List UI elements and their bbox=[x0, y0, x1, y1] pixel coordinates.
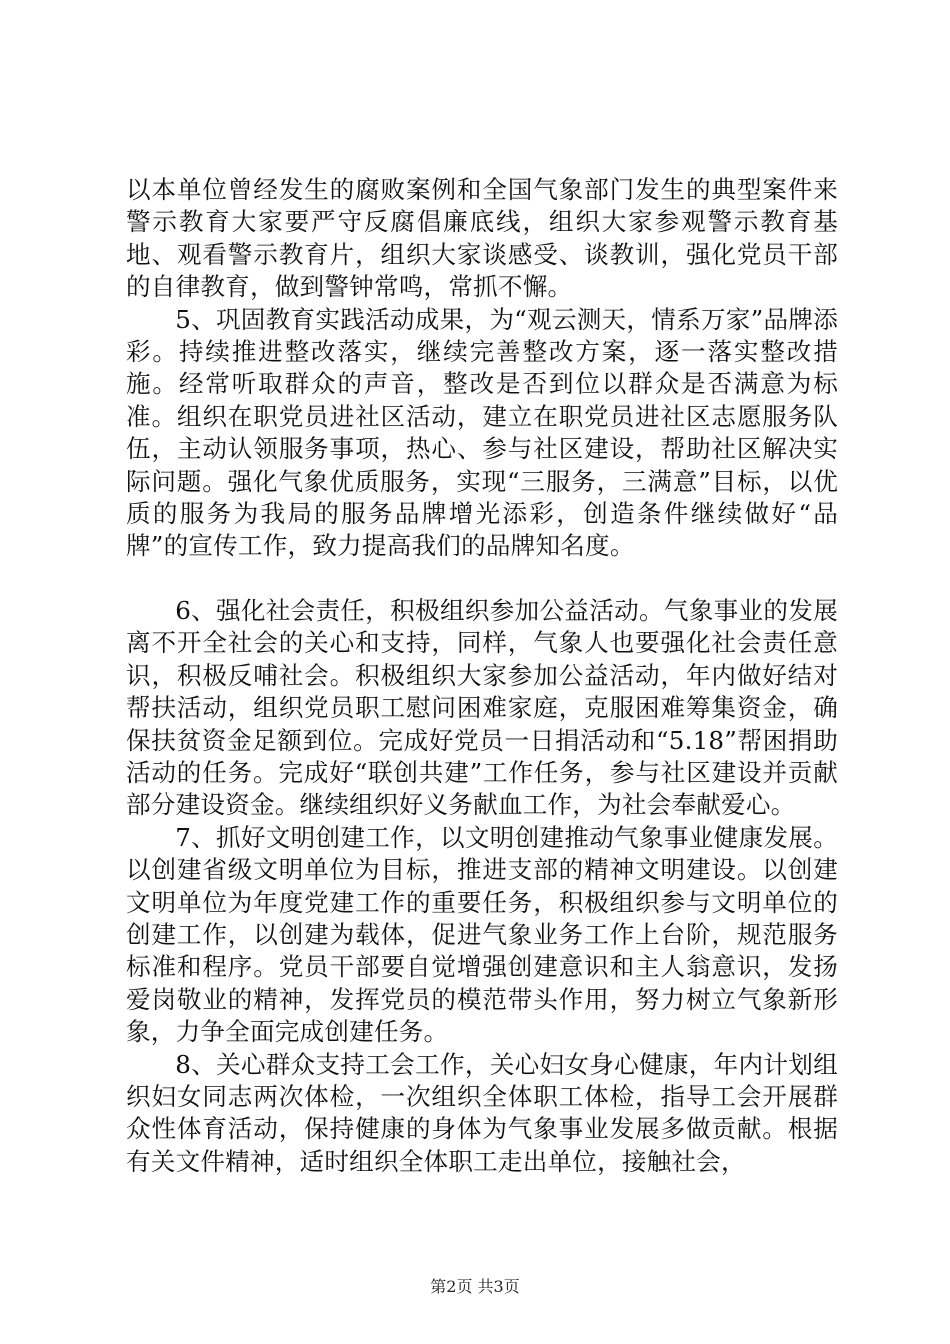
paragraph-item-5: 5、巩固教育实践活动成果，为“观云测天，情系万家”品牌添彩。持续推进整改落实，继续完善整改方案，逐一落实整改措施。经常听取群众的声音，整改是否到位以群众是否满意为标准。组织在职党员进社区活动，建立在职党员进社区志愿服务队伍，主动认领服务事项，热心、参与社区建设，帮助社区解决实际问题。强化气象优质服务，实现“三服务，三满意”目标，以优质的服务为我局的服务品牌增光添彩，创造条件继续做好“品牌”的宣传工作，致力提高我们的品牌知名度。 bbox=[126, 304, 838, 561]
paragraph-item-7: 7、抓好文明创建工作，以文明创建推动气象事业健康发展。以创建省级文明单位为目标，推进支部的精神文明建设。以创建文明单位为年度党建工作的重要任务，积极组织参与文明单位的创建工作，以创建为载体，促进气象业务工作上台阶，规范服务标准和程序。党员干部要自觉增强创建意识和主人翁意识，发扬爱岗敬业的精神，发挥党员的模范带头作用，努力树立气象新形象，力争全面完成创建任务。 bbox=[126, 822, 838, 1047]
paragraph-continuation: 以本单位曾经发生的腐败案例和全国气象部门发生的典型案件来警示教育大家要严守反腐倡廉底线，组织大家参观警示教育基地、观看警示教育片，组织大家谈感受、谈教训，强化党员干部的自律教育，做到警钟常鸣，常抓不懈。 bbox=[126, 175, 838, 302]
page-number-footer: 第2页 共3页 bbox=[430, 1277, 520, 1296]
document-body bbox=[126, 174, 838, 1178]
paragraph-item-6: 6、强化社会责任，积极组织参加公益活动。气象事业的发展离不开全社会的关心和支持，同样，气象人也要强化社会责任意识，积极反哺社会。积极组织大家参加公益活动，年内做好结对帮扶活动，组织党员职工慰问困难家庭，克服困难筹集资金，确保扶贫资金足额到位。完成好党员一日捐活动和“5.18”帮困捐助活动的任务。完成好“联创共建”工作任务，参与社区建设并贡献部分建设资金。继续组织好义务献血工作，为社会奉献爱心。 bbox=[126, 595, 838, 820]
paragraph-item-8: 8、关心群众支持工会工作，关心妇女身心健康，年内计划组织妇女同志两次体检，一次组织全体职工体检，指导工会开展群众性体育活动，保持健康的身体为气象事业发展多做贡献。根据有关文件精神，适时组织全体职工走出单位，接触社会， bbox=[126, 1049, 838, 1176]
